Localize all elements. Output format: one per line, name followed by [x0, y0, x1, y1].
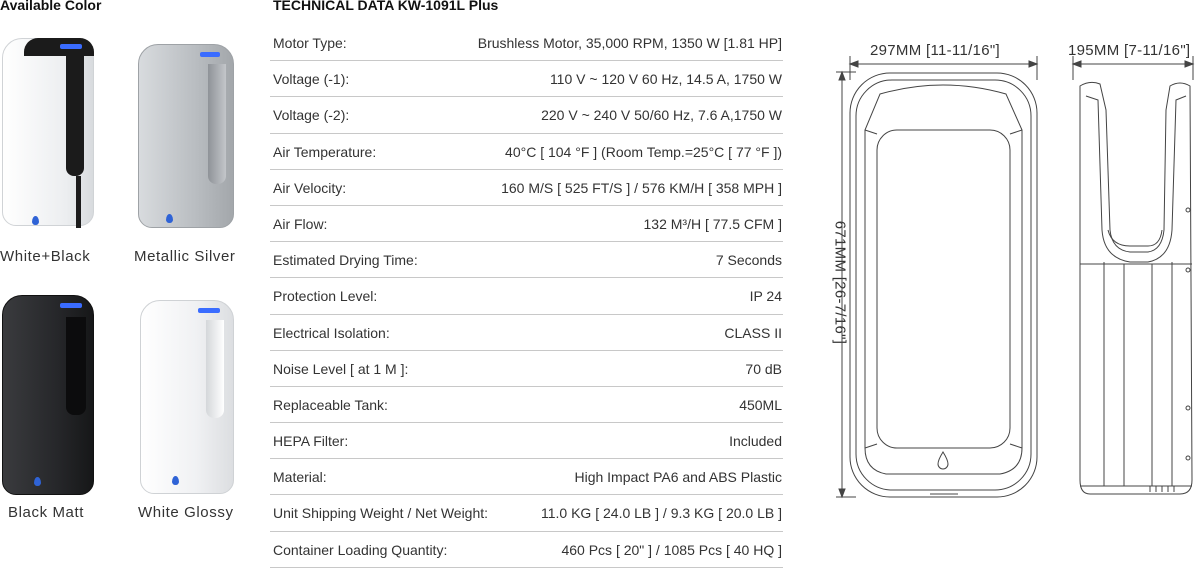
product-white-glossy	[140, 300, 236, 495]
tech-row	[270, 170, 783, 206]
color-label-black-matt: Black Matt	[8, 504, 85, 521]
tech-row-label: Air Flow:	[273, 215, 328, 232]
tech-row-value: 11.0 KG [ 24.0 LB ] / 9.3 KG [ 20.0 LB ]	[541, 505, 782, 522]
drop-icon	[34, 477, 41, 486]
drop-icon	[172, 476, 179, 485]
tech-row-value: Brushless Motor, 35,000 RPM, 1350 W [1.81 HP]	[477, 35, 782, 51]
dryer-display	[200, 52, 220, 57]
dryer-slot	[66, 317, 86, 415]
tech-row-label: Estimated Drying Time:	[273, 252, 418, 269]
tech-row	[270, 423, 783, 459]
drop-icon	[166, 214, 173, 223]
product-black-matt	[0, 295, 96, 495]
tech-row-label: Noise Level [ at 1 M ]:	[273, 360, 409, 377]
tech-row-label: Air Velocity:	[273, 179, 347, 196]
tech-row-value: 160 M/S [ 525 FT/S ] / 576 KM/H [ 358 MPH ]	[501, 179, 782, 196]
tech-row-label: Voltage (-1):	[273, 71, 350, 88]
color-label-white-glossy: White Glossy	[138, 504, 234, 521]
dryer-center-line	[76, 176, 81, 228]
tech-row	[270, 61, 783, 97]
color-label-white-black: White+Black	[0, 248, 91, 265]
dimension-height-label: 671MM [26-7/16"]	[831, 220, 849, 345]
product-metallic-silver	[138, 38, 234, 228]
available-color-title: Available Color	[0, 0, 102, 13]
tech-row-label: Voltage (-2):	[273, 107, 350, 124]
tech-row-value: 460 Pcs [ 20" ] / 1085 Pcs [ 40 HQ ]	[561, 541, 782, 558]
dryer-slot	[208, 64, 226, 184]
tech-row-label: Replaceable Tank:	[273, 396, 388, 413]
tech-row-label: Container Loading Quantity:	[273, 541, 448, 558]
tech-row-label: Unit Shipping Weight / Net Weight:	[273, 505, 489, 522]
product-white-black	[0, 38, 96, 228]
dryer-slot	[206, 320, 224, 418]
tech-row	[270, 206, 783, 242]
color-label-metallic-silver: Metallic Silver	[134, 248, 236, 265]
technical-data-title: TECHNICAL DATA KW-1091L Plus	[273, 0, 499, 13]
tech-row	[270, 242, 783, 278]
tech-row-value: 450ML	[739, 396, 782, 413]
tech-row-value: 220 V ~ 240 V 50/60 Hz, 7.6 A,1750 W	[541, 107, 782, 124]
tech-row-value: 110 V ~ 120 V 60 Hz, 14.5 A, 1750 W	[549, 71, 782, 88]
tech-row-value: 70 dB	[745, 360, 782, 377]
technical-data-table	[270, 25, 783, 568]
tech-row	[270, 387, 783, 423]
tech-row	[270, 134, 783, 170]
tech-row	[270, 351, 783, 387]
tech-row-value: 40°C [ 104 °F ] (Room Temp.=25°C [ 77 °F ])	[505, 143, 782, 160]
tech-row-label: HEPA Filter:	[273, 433, 349, 450]
tech-row-value: CLASS II	[724, 324, 782, 341]
tech-row	[270, 97, 783, 133]
drop-icon	[32, 216, 39, 225]
tech-row-value: High Impact PA6 and ABS Plastic	[574, 469, 782, 486]
dryer-slot	[66, 56, 84, 176]
tech-row-label: Protection Level:	[273, 288, 378, 305]
tech-row-label: Air Temperature:	[273, 143, 377, 160]
dryer-trim	[24, 38, 94, 56]
tech-row-value: Included	[729, 433, 782, 450]
front-view-drawing	[850, 73, 1037, 497]
tech-row	[270, 459, 783, 495]
tech-row-label: Motor Type:	[273, 35, 347, 51]
dryer-display	[60, 44, 82, 49]
tech-row	[270, 25, 783, 61]
dimension-width-label: 297MM [11-11/16"]	[870, 42, 1000, 59]
side-view-drawing	[1080, 82, 1192, 494]
tech-row-label: Electrical Isolation:	[273, 324, 390, 341]
tech-row	[270, 495, 783, 531]
dimension-depth-label: 195MM [7-11/16"]	[1068, 42, 1191, 59]
dryer-display	[60, 303, 82, 308]
dryer-display	[198, 308, 220, 313]
tech-row-value: 132 M³/H [ 77.5 CFM ]	[643, 215, 782, 232]
tech-row	[270, 315, 783, 351]
tech-row	[270, 532, 783, 568]
tech-row-value: 7 Seconds	[715, 252, 782, 269]
tech-row-label: Material:	[273, 469, 327, 486]
tech-row	[270, 278, 783, 314]
tech-row-value: IP 24	[749, 288, 782, 305]
